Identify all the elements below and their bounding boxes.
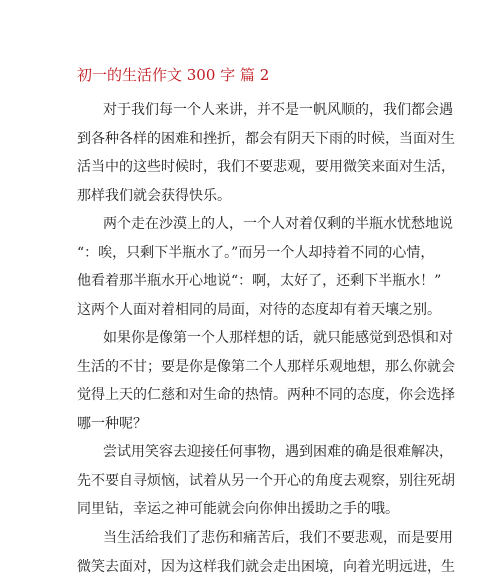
paragraph-line: 到各种各样的困难和挫折，都会有阴天下雨的时候，当面对生 [77, 130, 455, 147]
paragraph-line: 那样我们就会获得快乐。 [77, 187, 231, 204]
paragraph-line: 对于我们每一个人来讲，并不是一帆风顺的，我们都会遇 [103, 102, 453, 118]
paragraph-line: 尝试用笑容去迎接任何事物，遇到困难的确是很难解决， [103, 444, 453, 460]
document-title: 初一的生活作文 300 字 篇 2 [77, 66, 270, 84]
paragraph-line: 他看着那半瓶水开心地说“：啊，太好了，还剩下半瓶水！” [77, 273, 442, 290]
paragraph-line: 同里钻，幸运之神可能就会向你伸出援助之手的哦。 [77, 501, 399, 518]
paragraph-line: 活当中的这些时候时，我们不要悲观，要用微笑来面对生活， [77, 159, 455, 176]
paragraph-5 [77, 524, 455, 581]
paragraph-line: 如果你是像第一个人那样想的话，就只能感觉到恐惧和对 [103, 330, 453, 346]
paragraph-3 [77, 324, 455, 438]
paragraph-line: 微笑去面对，因为这样我们就会走出困境，向着光明远进，生 [77, 558, 455, 575]
paragraph-line: “：唉，只剩下半瓶水了。”而另一个人却持着不同的心情， [77, 244, 435, 261]
paragraph-line: 哪一种呢？ [77, 415, 147, 432]
paragraph-line: 觉得上天的仁慈和对生命的热情。两种不同的态度，你会选择 [77, 387, 455, 404]
paragraph-2 [77, 210, 453, 324]
paragraph-line: 两个走在沙漠上的人，一个人对着仅剩的半瓶水忧愁地说 [103, 216, 453, 232]
paragraph-line: 当生活给我们了悲伤和痛苦后，我们不要悲观，而是要用 [103, 530, 453, 546]
paragraph-line: 生活的不甘；要是你是像第二个人那样乐观地想，那么你就会 [77, 358, 455, 375]
paragraph-4 [77, 438, 455, 524]
paragraph-1 [77, 96, 455, 210]
paragraph-line: 这两个人面对着相同的局面，对待的态度却有着天壤之别。 [77, 301, 441, 318]
paragraph-line: 先不要自寻烦恼，试着从另一个开心的角度去观察，别往死胡 [77, 472, 455, 489]
